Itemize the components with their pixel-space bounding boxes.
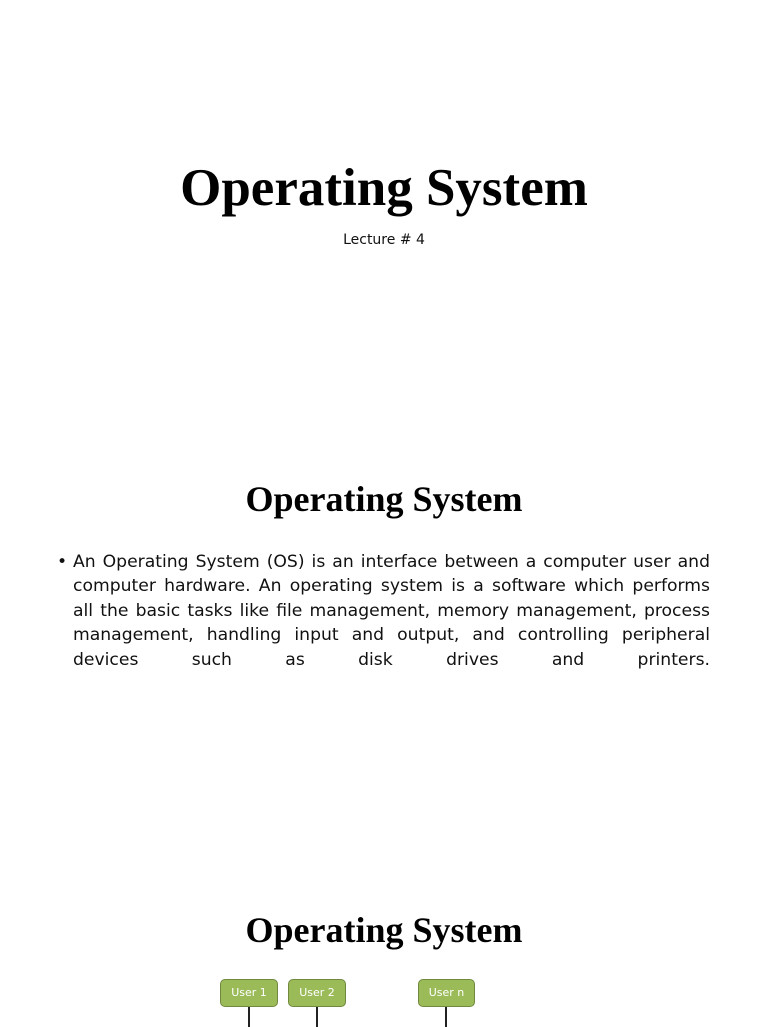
bullet-list xyxy=(56,550,710,672)
connector-line xyxy=(248,1007,250,1027)
slide-title: Operating System xyxy=(180,159,588,217)
user-box-2: User 2 xyxy=(288,979,346,1007)
diagram-slide xyxy=(0,862,768,1024)
connector-line xyxy=(316,1007,318,1027)
title-slide xyxy=(0,0,768,430)
slide-subtitle: Lecture # 4 xyxy=(343,232,425,248)
bullet-text: An Operating System (OS) is an interface between a computer user and computer hardware. An operating system is a software which performs all the basic tasks like file management, memory management, process management, handling input and output, and controlling peripheral devices such as disk drives and printers. xyxy=(73,552,710,670)
bullet-item xyxy=(56,550,710,672)
user-box-1: User 1 xyxy=(220,979,278,1007)
definition-slide xyxy=(0,430,768,862)
connector-line xyxy=(445,1007,447,1027)
slide-heading: Operating System xyxy=(245,479,523,519)
user-box-n: User n xyxy=(418,979,475,1007)
bullet-marker: • xyxy=(57,552,68,572)
slide-heading: Operating System xyxy=(245,910,523,950)
